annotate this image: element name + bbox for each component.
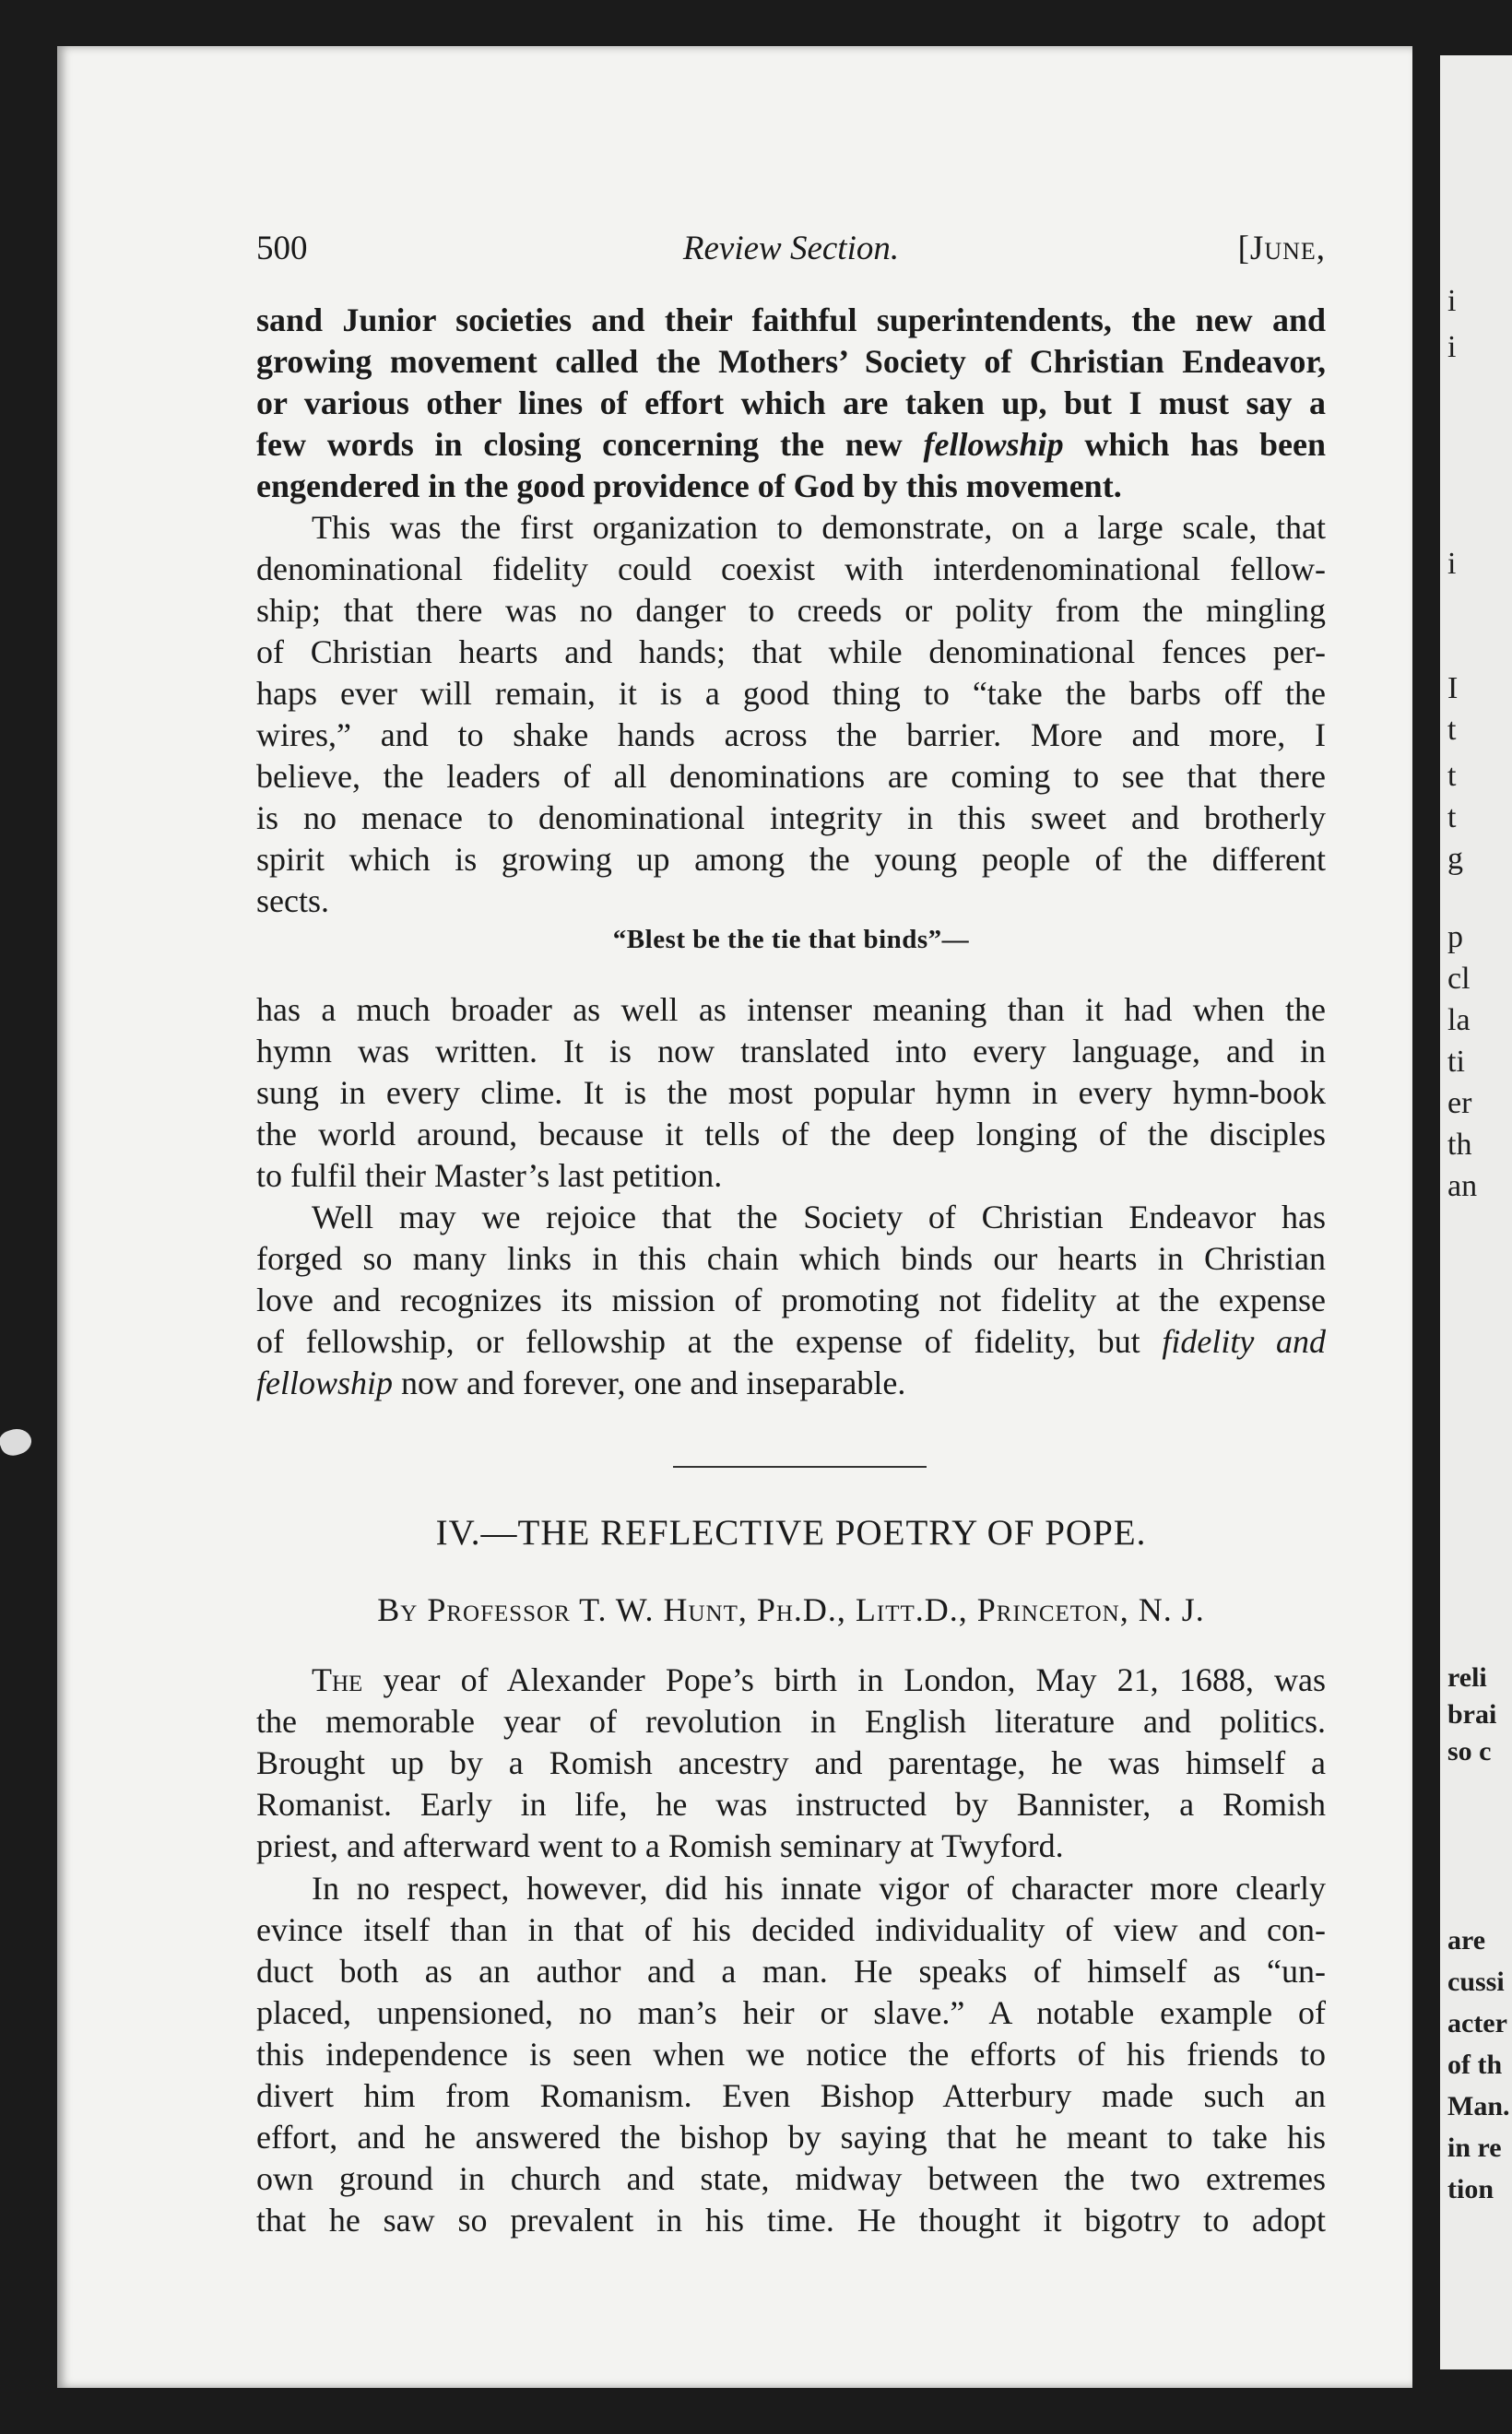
text-line — [256, 1321, 1326, 1363]
facing-page-fragment: er — [1447, 1086, 1472, 1120]
text-line: placed, unpensioned, no man’s heir or slave.” A notable example of — [256, 1994, 1326, 2031]
text-line: of Christian hearts and hands; that while denominational fences per- — [256, 633, 1326, 670]
text-line: evince itself than in that of his decided individuality of view and con- — [256, 1911, 1326, 1948]
text-line: own ground in church and state, midway between the two extremes — [256, 2160, 1326, 2197]
text-segment: now and forever, one and inseparable. — [393, 1365, 906, 1401]
text-line: Romanist. Early in life, he was instructed by Bannister, a Romish — [256, 1786, 1326, 1823]
italic-phrase: fellowship — [923, 426, 1064, 463]
facing-page-fragment: cussi — [1447, 1967, 1505, 1997]
facing-page-fragment: are — [1447, 1925, 1486, 1955]
text-line: believe, the leaders of all denominations are coming to see that there — [256, 758, 1326, 795]
paragraph-1 — [256, 300, 1326, 507]
facing-page-fragment: so c — [1447, 1736, 1492, 1766]
page-smudge — [0, 1424, 35, 1459]
facing-page-fragment: th — [1447, 1128, 1472, 1162]
text-line: Well may we rejoice that the Society of Christian Endeavor has — [312, 1199, 1326, 1235]
facing-page-fragment: cl — [1447, 962, 1471, 996]
author-byline: By Professor T. W. Hunt, Ph.D., Litt.D., Princeton, N. J. — [377, 1591, 1205, 1628]
text-line — [256, 1660, 1326, 1701]
facing-page-fragment: p — [1447, 920, 1463, 954]
text-line: has a much broader as well as intenser meaning than it had when the — [256, 991, 1326, 1028]
page-number: 500 — [256, 230, 308, 267]
paragraph-3 — [256, 989, 1326, 1197]
text-line: duct both as an author and a man. He speaks of himself as “un- — [256, 1953, 1326, 1990]
text-line: that he saw so prevalent in his time. He thought it bigotry to adopt — [256, 2202, 1326, 2239]
section-divider — [673, 1466, 927, 1468]
text-line: forged so many links in this chain which binds our hearts in Christian — [256, 1240, 1326, 1277]
facing-page-fragment: la — [1447, 1003, 1471, 1037]
text-line: few words in closing concerning the new fellowship which has been — [256, 426, 1326, 463]
lead-word: The — [312, 1661, 363, 1698]
facing-page-fragment: i — [1447, 547, 1457, 581]
running-header — [256, 229, 1326, 273]
text-line: sects. — [256, 882, 329, 919]
text-line: engendered in the good providence of God by this movement. — [256, 467, 1122, 504]
facing-page-fragment: I — [1447, 671, 1459, 705]
facing-page-fragment: i — [1447, 330, 1457, 364]
facing-page-fragment: i — [1447, 284, 1457, 318]
section-heading: IV.—THE REFLECTIVE POETRY OF POPE. — [435, 1513, 1147, 1553]
text-line: This was the first organization to demonstrate, on a large scale, that — [312, 509, 1326, 546]
text-line: divert him from Romanism. Even Bishop Atterbury made such an — [256, 2077, 1326, 2114]
facing-page-fragment: acter — [1447, 2008, 1507, 2038]
text-line: hymn was written. It is now translated into every language, and in — [256, 1033, 1326, 1069]
text-line: effort, and he answered the bishop by saying that he meant to take his — [256, 2119, 1326, 2156]
facing-page-edge — [1440, 55, 1512, 2369]
text-segment: year of Alexander Pope’s birth in London, May 21, 1688, was — [362, 1661, 1326, 1698]
text-line: In no respect, however, did his innate vigor of character more clearly — [312, 1870, 1326, 1907]
facing-page-fragment: an — [1447, 1169, 1478, 1203]
text-line: ship; that there was no danger to creeds or polity from the mingling — [256, 592, 1326, 629]
text-line: sung in every clime. It is the most popular hymn in every hymn-book — [256, 1074, 1326, 1111]
text-line — [256, 1363, 1326, 1404]
facing-page-fragment: in re — [1447, 2133, 1502, 2163]
text-line: the world around, because it tells of the deep longing of the disciples — [256, 1116, 1326, 1152]
paragraph-6 — [256, 1868, 1326, 2241]
facing-page-fragment: tion — [1447, 2174, 1494, 2204]
text-line: denominational fidelity could coexist with interdenominational fellow- — [256, 550, 1326, 587]
text-line: love and recognizes its mission of promoting not fidelity at the expense — [256, 1282, 1326, 1318]
text-line: or various other lines of effort which are taken up, but I must say a — [256, 384, 1326, 421]
paragraph-2 — [256, 507, 1326, 922]
text-line: haps ever will remain, it is a good thing to “take the barbs off the — [256, 675, 1326, 712]
italic-phrase: fidelity and — [1162, 1323, 1326, 1360]
text-segment: of fellowship, or fellowship at the expense of fidelity, but — [256, 1323, 1140, 1360]
facing-page-fragment: of th — [1447, 2050, 1503, 2080]
paragraph-5 — [256, 1660, 1326, 1867]
facing-page-fragment: ti — [1447, 1045, 1465, 1079]
text-line: wires,” and to shake hands across the barrier. More and more, I — [256, 716, 1326, 753]
hymn-quote: “Blest be the tie that binds”— — [612, 925, 970, 954]
facing-page-fragment: g — [1447, 842, 1463, 876]
italic-phrase: fellowship — [256, 1365, 394, 1401]
header-month: [June, — [1237, 230, 1326, 267]
text-line: this independence is seen when we notice the efforts of his friends to — [256, 2036, 1326, 2073]
text-line: spirit which is growing up among the young people of the different — [256, 841, 1326, 878]
facing-page-fragment: brai — [1447, 1699, 1497, 1730]
text-line: the memorable year of revolution in English literature and politics. — [256, 1703, 1326, 1740]
text-line: growing movement called the Mothers’ Society of Christian Endeavor, — [256, 343, 1326, 380]
facing-page-fragment: t — [1447, 800, 1457, 834]
text-line: to fulfil their Master’s last petition. — [256, 1157, 723, 1194]
text-line: sand Junior societies and their faithful superintendents, the new and — [256, 301, 1326, 338]
facing-page-fragment: reli — [1447, 1662, 1487, 1693]
paragraph-4 — [256, 1197, 1326, 1404]
facing-page-fragment: t — [1447, 759, 1457, 793]
text-line: priest, and afterward went to a Romish seminary at Twyford. — [256, 1827, 1064, 1864]
text-line: is no menace to denominational integrity in this sweet and brotherly — [256, 799, 1326, 836]
facing-page-fragment: Man. — [1447, 2091, 1510, 2121]
facing-page-fragment: t — [1447, 713, 1457, 747]
running-title: Review Section. — [682, 230, 900, 267]
text-line: Brought up by a Romish ancestry and parentage, he was himself a — [256, 1744, 1326, 1781]
